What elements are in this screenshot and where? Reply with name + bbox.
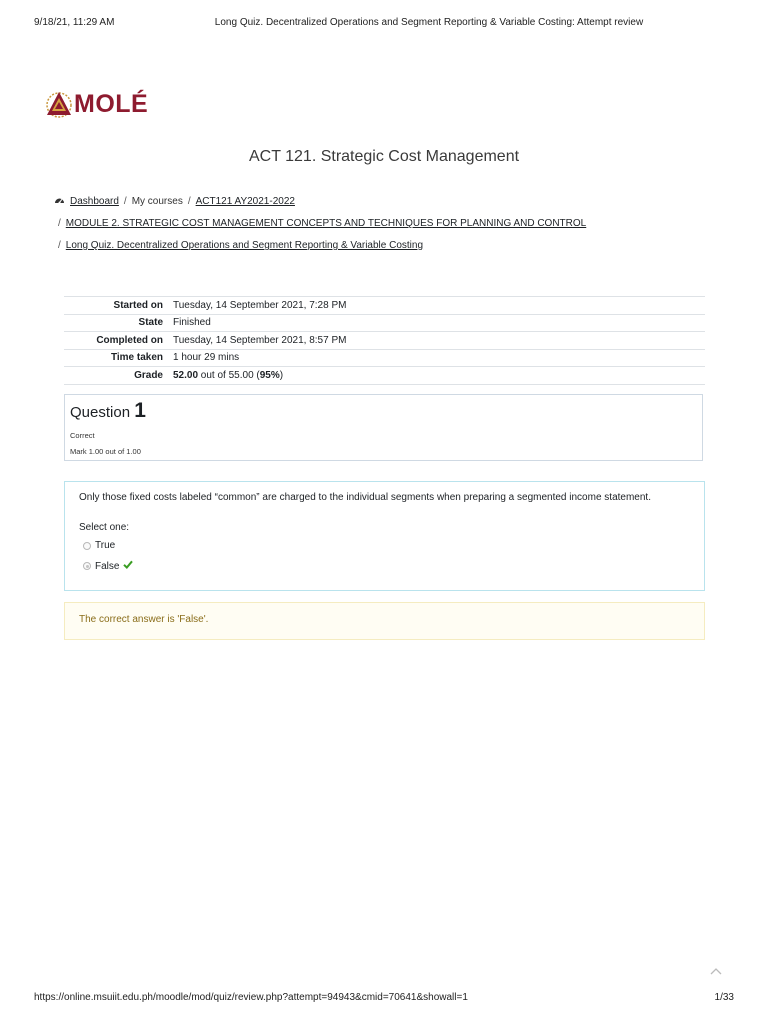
answer-option-false[interactable]	[83, 560, 133, 572]
summary-label: Started on	[64, 297, 168, 315]
question-state: Correct	[70, 431, 95, 440]
breadcrumb-row-3	[58, 240, 423, 251]
summary-label: State	[64, 314, 168, 332]
course-title: ACT 121. Strategic Cost Management	[248, 148, 520, 165]
radio-false[interactable]	[83, 562, 91, 570]
summary-row-grade	[64, 367, 705, 385]
print-page-title: Long Quiz. Decentralized Operations and Segment Reporting & Variable Costing: Attempt review	[214, 17, 644, 28]
breadcrumb-separator: /	[123, 196, 127, 207]
summary-row-time-taken	[64, 349, 705, 367]
question-text: Only those fixed costs labeled “common” are charged to the individual segments when preparing a segmented income statement.	[79, 492, 651, 503]
print-url: https://online.msuiit.edu.ph/moodle/mod/quiz/review.php?attempt=94943&cmid=70641&showall=1	[34, 992, 468, 1003]
summary-row-started	[64, 297, 705, 315]
summary-row-state	[64, 314, 705, 332]
breadcrumb-separator: /	[58, 218, 61, 229]
radio-true[interactable]	[83, 542, 91, 550]
summary-value: Tuesday, 14 September 2021, 7:28 PM	[168, 297, 705, 315]
grade-score: 52.00	[173, 369, 199, 381]
print-footer	[34, 992, 734, 1006]
summary-label: Completed on	[64, 332, 168, 350]
correct-answer-feedback	[64, 602, 705, 640]
answer-option-label: True	[95, 540, 116, 551]
print-header	[34, 17, 734, 31]
logo-text: MOLÉ	[74, 89, 149, 118]
print-page-number: 1/33	[714, 992, 734, 1003]
answer-option-label: False	[95, 560, 120, 572]
answer-option-true[interactable]	[83, 540, 115, 551]
summary-value: Tuesday, 14 September 2021, 8:57 PM	[168, 332, 705, 350]
breadcrumb-row-2	[58, 218, 586, 229]
site-logo[interactable]	[46, 88, 148, 120]
breadcrumb-quiz-link[interactable]: Long Quiz. Decentralized Operations and Segment Reporting & Variable Costing	[65, 240, 424, 251]
answer-prompt: Select one:	[79, 522, 130, 533]
grade-out-of: out of 55.00 (	[198, 369, 260, 381]
breadcrumb	[54, 195, 295, 208]
question-info-box	[64, 394, 703, 461]
question-label: Question	[70, 404, 131, 421]
grade-close-paren: )	[279, 369, 284, 381]
question-grade: Mark 1.00 out of 1.00	[70, 447, 141, 456]
grade-percent: 95%	[259, 369, 280, 381]
breadcrumb-my-courses: My courses	[131, 196, 183, 207]
summary-value: Finished	[168, 314, 705, 332]
breadcrumb-module-link[interactable]: MODULE 2. STRATEGIC COST MANAGEMENT CONCEPTS AND TECHNIQUES FOR PLANNING AND CONTROL	[65, 218, 587, 229]
summary-label: Time taken	[64, 349, 168, 367]
question-number: 1	[134, 399, 146, 422]
question-formulation	[64, 481, 705, 591]
attempt-summary-table	[64, 296, 705, 385]
summary-label: Grade	[64, 367, 168, 385]
summary-row-completed	[64, 332, 705, 350]
breadcrumb-separator: /	[187, 196, 191, 207]
print-datetime: 9/18/21, 11:29 AM	[34, 17, 115, 28]
summary-grade-value	[168, 367, 705, 385]
breadcrumb-course-link[interactable]: ACT121 AY2021-2022	[195, 196, 295, 207]
back-to-top-chevron-up-icon[interactable]	[710, 962, 722, 980]
breadcrumb-separator: /	[58, 240, 61, 251]
amole-triangle-logo-icon	[46, 90, 72, 118]
correct-answer-text: The correct answer is 'False'.	[79, 614, 209, 625]
dashboard-gauge-icon	[54, 195, 65, 208]
checkmark-icon	[123, 560, 133, 572]
summary-value: 1 hour 29 mins	[168, 349, 705, 367]
breadcrumb-dashboard-link[interactable]: Dashboard	[70, 196, 119, 207]
question-heading	[70, 399, 146, 423]
